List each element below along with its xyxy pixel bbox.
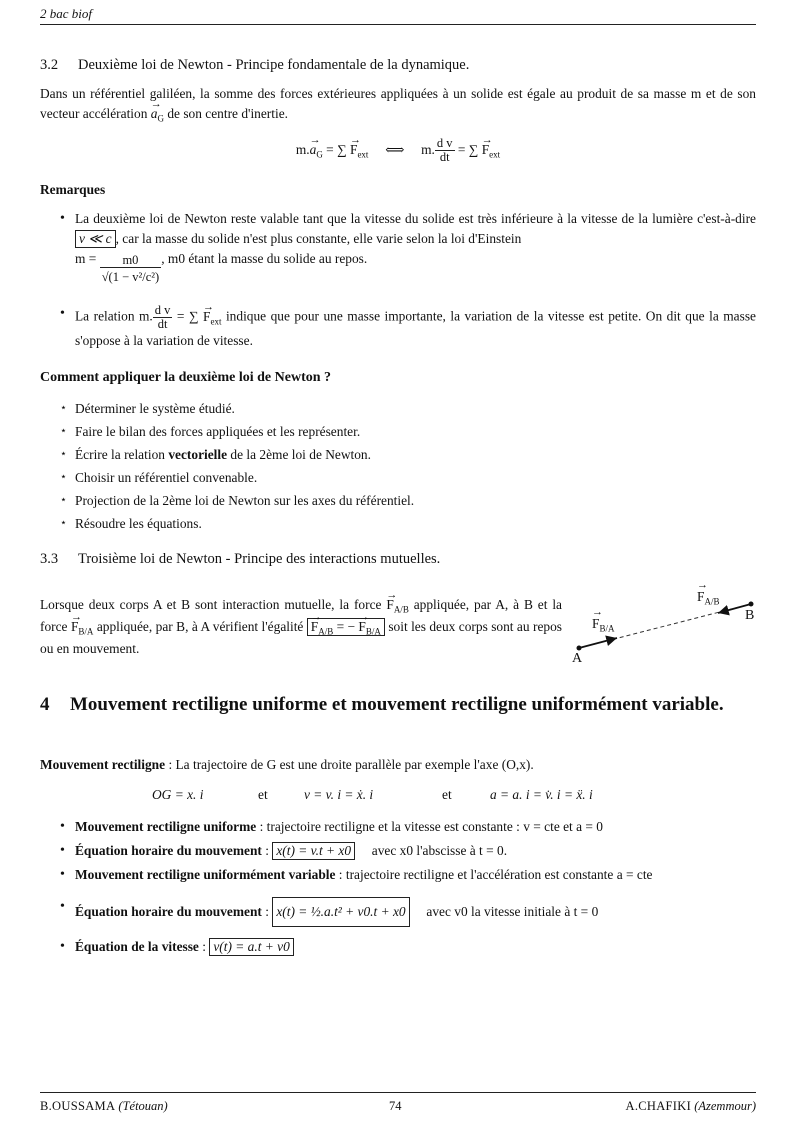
- remark-2: • La relation m. $\frac{\text{d v}}{dt}$ = ∑ → $F_{ext}$ indique que pour une masse importante, la variation de la vitesse est petite. On dit que la masse s'oppose à la variation de vitesse.: [40, 304, 756, 351]
- step-3: ⋆ Écrire la relation vectorielle de la 2ème loi de Newton.: [40, 443, 756, 466]
- mruv-item: • Mouvement rectiligne uniformément variable : trajectoire rectiligne et l'accélération est constante a = cte: [40, 865, 756, 885]
- remarques-list: [40, 209, 756, 351]
- step-1: ⋆ Déterminer le système étudié.: [40, 397, 756, 420]
- running-header: 2 bac biof: [40, 6, 92, 21]
- mruv-equation-box: x(t) = ½.a.t² + v0.t + x0: [272, 897, 409, 927]
- section-number: 4: [40, 694, 50, 715]
- eq-a-vector: → a: [310, 133, 317, 167]
- force-B-on-A-arrow: [579, 638, 617, 648]
- step-2: ⋆ Faire le bilan des forces appliquées et les représenter.: [40, 420, 756, 443]
- header-rule: [40, 24, 756, 25]
- remarques-title: Remarques: [40, 182, 106, 197]
- section-3-2-intro: [40, 84, 756, 124]
- step-5: ⋆ Projection de la 2ème loi de Newton sur les axes du référentiel.: [40, 489, 756, 512]
- eq-a-sub: G: [316, 149, 323, 160]
- mru-item: • Mouvement rectiligne uniforme : trajectoire rectiligne et la vitesse est constante : v = cte et a = 0: [40, 817, 756, 837]
- kinematics-equations: [150, 787, 710, 809]
- velocity-equation-item: • Équation de la vitesse : v(t) = a.t + v0: [40, 937, 756, 957]
- eq-et-2: et: [442, 787, 452, 802]
- eq-sum2: = ∑: [457, 142, 479, 157]
- eq-m: m.: [295, 142, 310, 157]
- interaction-equality-box: → $F_{A/B}$ = − → $F_{B/A}$: [307, 618, 385, 636]
- mruv-equation-item: • Équation horaire du mouvement : x(t) = ½.a.t² + v0.t + x0 avec v0 la vitesse initiale à t = 0: [40, 897, 756, 927]
- section-title: Troisième loi de Newton - Principe des interactions mutuelles.: [78, 551, 441, 567]
- einstein-mass-frac: $\frac{m0}{\text{√(1 − v²/c²)}}$: [101, 253, 160, 284]
- section-4-heading: [40, 693, 756, 717]
- eq-sum: = ∑: [326, 142, 347, 157]
- section-number: 3.3: [40, 551, 59, 567]
- page-number: 74: [389, 1099, 402, 1113]
- footer-left: B.OUSSAMA (Tétouan): [40, 1099, 168, 1113]
- eq-F2: → F: [482, 133, 489, 167]
- section-title: Deuxième loi de Newton - Principe fondamentale de la dynamique.: [78, 57, 470, 73]
- remark-1: • La deuxième loi de Newton reste valable tant que la vitesse du solide est très inférieure à la vitesse de la lumière c'est-à-dire v ≪ c , car la masse du solide n'est plus constante, elle varie selon la loi d'Einstein m = $\frac{m0}{\text{√(1 − v²/c²)}}$ , m0 étant la masse du solide au repos.: [40, 209, 756, 284]
- section-3-3-text: Lorsque deux corps A et B sont interaction mutuelle, la force → $F_{A/B}$ appliquée, par A, à B et la force → $F_{B/A}$ appliquée, par B, à A vérifient l'égalité → $F_{A/B}$ = − → $F_{B/A}$ soit les deux corps sont au repos ou en mouvement.: [40, 594, 562, 660]
- intro-text: Dans un référentiel galiléen, la somme des forces extérieures appliquées à un solide est égale au produit de sa masse m et de son vecteur accélération: [40, 86, 756, 121]
- section-number: 3.2: [40, 57, 59, 73]
- velocity-equation-box: v(t) = a.t + v0: [209, 938, 293, 956]
- eq-iff: ⟺: [385, 142, 405, 157]
- eq-F: → F: [350, 133, 357, 167]
- accel-vector: → a: [151, 104, 158, 124]
- motion-list: [40, 817, 756, 957]
- eq-velocity: v = v. i = ẋ. i: [304, 787, 374, 802]
- footer-right: A.CHAFIKI (Azemmour): [625, 1099, 756, 1113]
- eq-ext2: ext: [489, 149, 501, 160]
- eq-m2: m.: [421, 142, 435, 157]
- newton-2-equation: [40, 133, 756, 167]
- accel-sub: G: [157, 113, 164, 124]
- mouvement-rectiligne-def: Mouvement rectiligne : La trajectoire de G est une droite parallèle par exemple l'axe (O,x).: [40, 757, 534, 772]
- eq-et-1: et: [258, 787, 268, 802]
- section-3-2-heading: [40, 57, 469, 74]
- eq-position: OG = x. i: [152, 787, 204, 802]
- apply-title: Comment appliquer la deuxième loi de Newton ?: [40, 370, 332, 385]
- section-title: Mouvement rectiligne uniforme et mouvement rectiligne uniformément variable.: [70, 694, 724, 715]
- mru-equation-item: • Équation horaire du mouvement : x(t) = v.t + x0 avec x0 l'abscisse à t = 0.: [40, 841, 756, 861]
- step-4: ⋆ Choisir un référentiel convenable.: [40, 466, 756, 489]
- remark-dv-dt: $\frac{\text{d v}}{dt}$: [154, 303, 171, 331]
- step-6: ⋆ Résoudre les équations.: [40, 512, 756, 535]
- footer-rule: [40, 1092, 756, 1093]
- figure-label-A: A: [572, 651, 583, 666]
- section-3-3-heading: [40, 551, 440, 568]
- figure-F-AB: → $F_{A/B}$: [697, 589, 719, 605]
- v-less-c-box: v ≪ c: [75, 230, 116, 248]
- mru-equation-box: x(t) = v.t + x0: [272, 842, 355, 860]
- eq-dv-dt: $\frac{\text{d v}}{dt}$: [436, 136, 453, 165]
- apply-steps: [40, 397, 756, 535]
- eq-acceleration: a = a. i = v̇. i = ẍ. i: [490, 787, 593, 802]
- figure-label-B: B: [745, 608, 755, 623]
- intro-tail: de son centre d'inertie.: [167, 106, 288, 121]
- figure-F-BA: → $F_{B/A}$: [592, 616, 614, 632]
- eq-ext: ext: [357, 149, 369, 160]
